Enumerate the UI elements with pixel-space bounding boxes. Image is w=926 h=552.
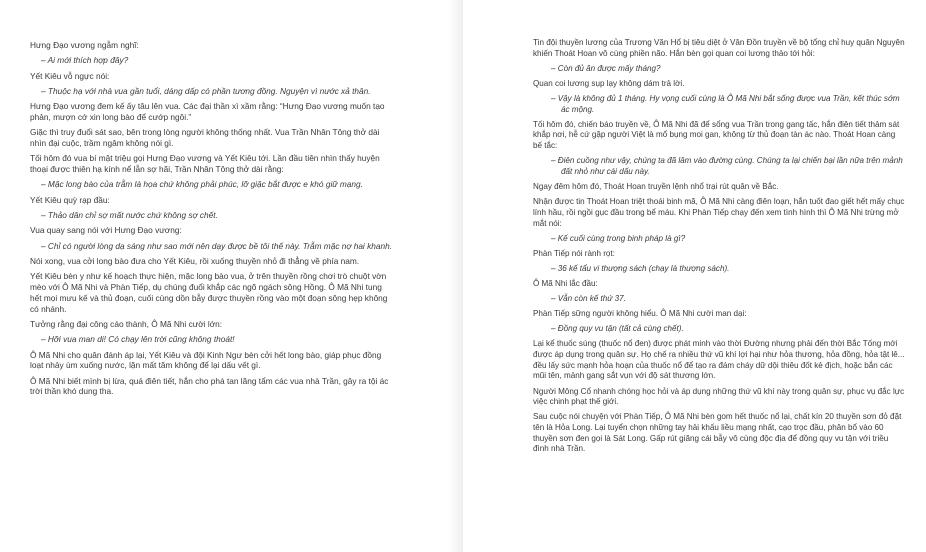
paragraph: Vua quay sang nói với Hưng Đạo vương: (30, 225, 182, 236)
paragraph: Hưng Đạo vương đem kế ấy tâu lên vua. Các đại thần xì xầm rằng: “Hưng Đạo vương muốn tạo phản, mượn cớ xin long bào để cướp ngôi.” (30, 101, 385, 122)
dialogue-line: – Vậy là không đủ 1 tháng. Hy vọng cuối cùng là Ô Mã Nhi bắt sống được vua Trần, kết thúc sớm ác mộng. (551, 93, 900, 114)
dialogue-line: – Vẫn còn kế thứ 37. (551, 294, 626, 304)
dialogue-line: – Kế cuối cùng trong binh pháp là gì? (551, 233, 686, 243)
dialogue-line: – 36 kế tẩu vi thượng sách (chạy là thượng sách). (551, 263, 730, 273)
paragraph: Ô Mã Nhi biết mình bị lừa, quá điên tiết, hắn cho phá tan lăng tẩm các vua nhà Trần, gây ra tội ác trời thần khó dung tha. (30, 375, 389, 397)
paragraph: Ô Mã Nhi cho quân đánh áp lại, Yết Kiêu và đội Kinh Ngư bèn cởi hết long bào, giáp phục đồng loạt nhảy ùm xuống nước, lặn mất tăm không để lại dấu vết gì. (30, 349, 382, 371)
paragraph: Ô Mã Nhi lắc đầu: (533, 278, 598, 288)
paragraph: Yết Kiêu quỳ rạp đầu: (30, 194, 110, 205)
paragraph: Nhận được tin Thoát Hoan triệt thoái binh mã, Ô Mã Nhi càng điên loạn, hắn tuốt đao giết hết mấy chục lính hầu, rồi ngồi gục đầu trong bể máu. Khi Phàn Tiếp chạy đến xem tình hình thì Ô Mã Nhi trừng mở mắt nói: (533, 197, 905, 228)
paragraph: Tối hôm đó vua bí mật triệu gọi Hưng Đạo vương và Yết Kiêu tới. Lần đầu tiên nhìn thấy huyện thoại được thiên hạ kính nể lẫn sợ hãi, Trần Nhân Tông thở dài rằng: (30, 153, 380, 175)
paragraph: Phàn Tiếp sững người không hiểu. Ô Mã Nhi cười man dại: (533, 309, 747, 319)
paragraph: Quan coi lương sụp lạy không dám trả lời. (533, 78, 685, 88)
paragraph: Người Mông Cổ nhanh chóng học hỏi và áp dụng những thứ vũ khí này trong quân sự, phục vụ đắc lực việc chinh phạt thế giới. (533, 386, 905, 407)
dialogue-line: – Còn đủ ăn được mấy tháng? (551, 63, 661, 73)
right-page (463, 0, 926, 552)
paragraph: Sau cuộc nói chuyện với Phàn Tiếp, Ô Mã Nhi bèn gom hết thuốc nổ lại, chất kín 20 thuyền sơn đỏ đặt tên là Hỏa Long. Lại tuyển chọn những tay hải khấu liều mạng nhất, cạo trọc đầu, phân bổ vào 60 thuyền sơn đen gọi là Sát Long. Gấp rút giăng cái bẫy vô cùng độc địa để đồng quy vu tận với triều đình nhà Trần. (533, 412, 902, 454)
dialogue-line: – Thảo dân chỉ sợ mất nước chứ không sợ chết. (41, 210, 218, 221)
paragraph: Tưởng rằng đại công cáo thành, Ô Mã Nhi cười lớn: (30, 318, 223, 329)
right-page-text (533, 38, 906, 455)
dialogue-line: – Thuộc hạ với nhà vua gần tuổi, dáng dấp có phần tương đồng. Nguyện vì nước xả thân. (41, 85, 371, 96)
paragraph: Tối hôm đó, chiến báo truyền về, Ô Mã Nhi đã để sổng vua Trần trong gang tấc, hắn điên tiết thảm sát khắp nơi, hễ cứ gặp người Việt là mổ bụng moi gan, không từ thủ đoạn tàn ác nào. Thoát Hoan càng bế tắc: (533, 119, 900, 151)
dialogue-line: – Đồng quy vu tận (tất cả cùng chết). (551, 324, 684, 334)
paragraph: Tin đội thuyền lương của Trương Văn Hổ bị tiêu diệt ở Vân Đồn truyền về bộ tổng chỉ huy quân Nguyên khiến Thoát Hoan vô cùng phiền não. Hắn bèn gọi quan coi lương thảo tới hỏi: (533, 38, 905, 58)
dialogue-line: – Mặc long bào của trẫm là họa chứ không phải phúc, lỡ giặc bắt được e khó giữ mạng. (41, 179, 363, 190)
paragraph: Lại kể thuốc súng (thuốc nổ đen) được phát minh vào thời Đường nhưng phải đến thời Bắc Tống mới được áp dụng trong quân sự. Họ chế ra nhiều thứ vũ khí lợi hại như hỏa thương, hỏa đồng, hỏa tật lê... đều lấy sức mạnh hỏa hoạn của thuốc nổ để tạo ra đám cháy dữ dội thiêu đốt kẻ địch, hoặc bắn các mũi tên, mảnh gang sắt vụn với độ sát thương lớn. (533, 339, 905, 381)
left-page-text (30, 40, 393, 397)
paragraph: Phàn Tiếp nói rành rọt: (533, 248, 615, 258)
paragraph: Ngay đêm hôm đó, Thoát Hoan truyền lệnh nhổ trại rút quân về Bắc. (533, 182, 779, 192)
paragraph: Hưng Đạo vương ngẫm nghĩ: (30, 40, 139, 50)
dialogue-line: – Chỉ có người lòng dạ sáng như sao mới nên dạy được bề tôi thế này. Trẫm mặc nợ hai khanh. (41, 240, 392, 251)
paragraph: Yết Kiêu vỗ ngực nói: (30, 70, 110, 81)
dialogue-line: – Ai mới thích hợp đây? (41, 55, 129, 66)
paragraph: Nói xong, vua cởi long bào đưa cho Yết Kiêu, rồi xuống thuyền nhỏ đi thẳng về phía nam. (30, 255, 360, 266)
dialogue-line: – Hỡi vua man di! Có chạy lên trời cũng không thoát! (41, 334, 235, 345)
dialogue-line: – Điên cuồng như vậy, chúng ta đã lâm vào đường cùng. Chúng ta lại chiến bại lần nữa trên mảnh đất nhỏ như cái dấu này. (551, 156, 903, 176)
paragraph: Giặc thì truy đuổi sát sao, bên trong lòng người không thống nhất. Vua Trần Nhân Tông thở dài nhìn đại cuộc, trầm ngâm không nói gì. (30, 127, 380, 149)
paragraph: Yết Kiêu bèn y như kế hoạch thực hiện, mặc long bào vua, ở trên thuyền rồng chơi trò chuột vờn mèo với Ô Mã Nhi và Phàn Tiếp, dụ chúng đuổi khắp các ngõ ngách sông Hồng. Ô Mã Nhi tung hết mọi mưu kế và thủ đoạn, cuối cùng dồn bẫy được thuyền rồng vào một đoạn sông hẹp không có nhánh. (30, 271, 388, 314)
